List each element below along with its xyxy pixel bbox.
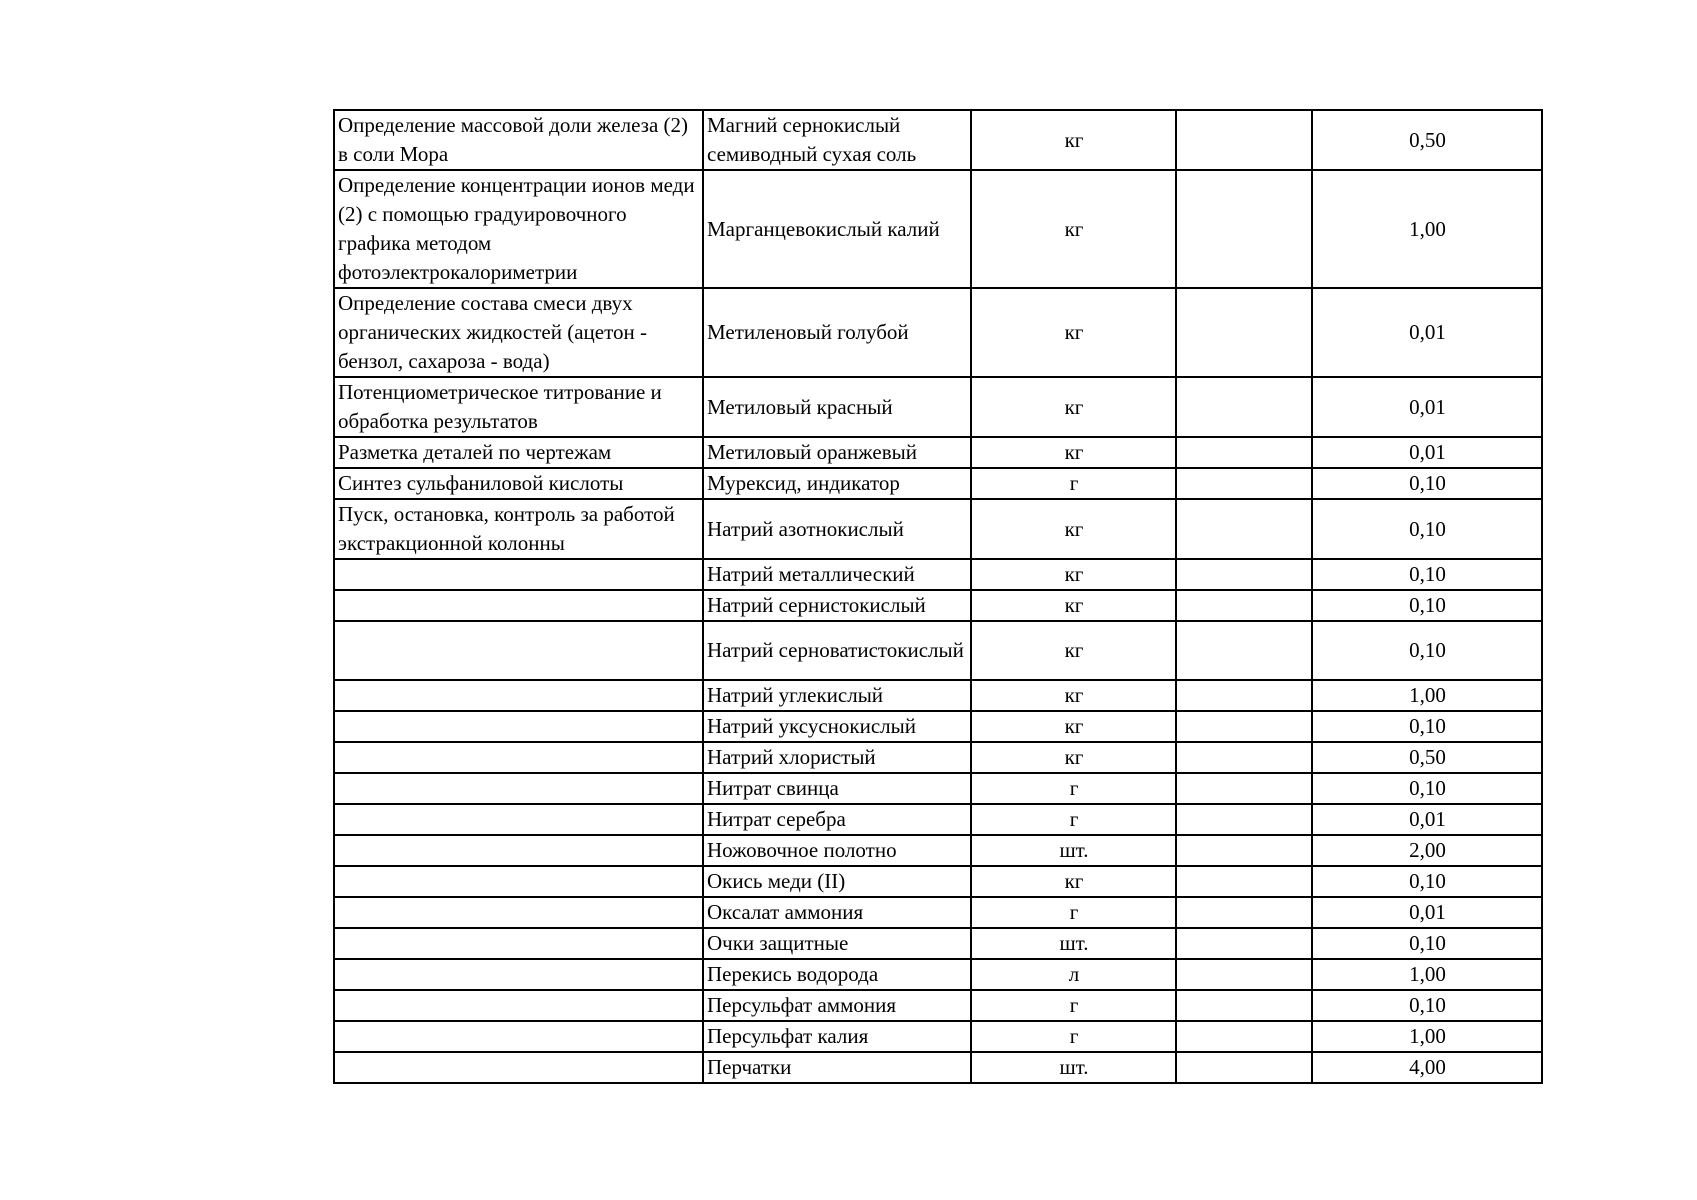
work-cell xyxy=(334,590,703,621)
table-row xyxy=(334,959,1542,990)
table-row xyxy=(334,437,1542,468)
table-row xyxy=(334,680,1542,711)
table-row xyxy=(334,468,1542,499)
empty-cell xyxy=(1176,377,1312,437)
unit-cell: кг xyxy=(971,437,1176,468)
empty-cell xyxy=(1176,959,1312,990)
quantity-cell: 0,10 xyxy=(1312,621,1542,680)
work-cell xyxy=(334,742,703,773)
quantity-cell: 1,00 xyxy=(1312,170,1542,288)
work-cell: Определение массовой доли железа (2) в соли Мора xyxy=(334,110,703,170)
quantity-cell: 1,00 xyxy=(1312,1021,1542,1052)
unit-cell: г xyxy=(971,773,1176,804)
unit-cell: кг xyxy=(971,742,1176,773)
material-cell: Натрий сернистокислый xyxy=(703,590,971,621)
unit-cell: шт. xyxy=(971,928,1176,959)
work-cell: Пуск, остановка, контроль за работой экстракционной колонны xyxy=(334,499,703,559)
empty-cell xyxy=(1176,559,1312,590)
empty-cell xyxy=(1176,437,1312,468)
materials-table-body xyxy=(334,110,1542,1083)
material-cell: Перчатки xyxy=(703,1052,971,1083)
quantity-cell: 0,10 xyxy=(1312,866,1542,897)
empty-cell xyxy=(1176,170,1312,288)
work-cell xyxy=(334,711,703,742)
table-row xyxy=(334,110,1542,170)
quantity-cell: 0,10 xyxy=(1312,773,1542,804)
unit-cell: г xyxy=(971,1021,1176,1052)
material-cell: Персульфат калия xyxy=(703,1021,971,1052)
work-cell: Потенциометрическое титрование и обработка результатов xyxy=(334,377,703,437)
material-cell: Нитрат свинца xyxy=(703,773,971,804)
unit-cell: г xyxy=(971,468,1176,499)
material-cell: Оксалат аммония xyxy=(703,897,971,928)
material-cell: Метиленовый голубой xyxy=(703,288,971,377)
empty-cell xyxy=(1176,804,1312,835)
quantity-cell: 0,01 xyxy=(1312,804,1542,835)
work-cell xyxy=(334,959,703,990)
work-cell: Синтез сульфаниловой кислоты xyxy=(334,468,703,499)
table-row xyxy=(334,928,1542,959)
empty-cell xyxy=(1176,897,1312,928)
work-cell xyxy=(334,990,703,1021)
work-cell xyxy=(334,897,703,928)
table-row xyxy=(334,288,1542,377)
quantity-cell: 1,00 xyxy=(1312,680,1542,711)
work-cell xyxy=(334,1021,703,1052)
unit-cell: кг xyxy=(971,590,1176,621)
material-cell: Натрий металлический xyxy=(703,559,971,590)
material-cell: Натрий серноватистокислый xyxy=(703,621,971,680)
table-row xyxy=(334,773,1542,804)
table-row xyxy=(334,711,1542,742)
quantity-cell: 0,50 xyxy=(1312,742,1542,773)
table-row xyxy=(334,897,1542,928)
quantity-cell: 0,10 xyxy=(1312,928,1542,959)
unit-cell: шт. xyxy=(971,835,1176,866)
quantity-cell: 4,00 xyxy=(1312,1052,1542,1083)
table-row xyxy=(334,559,1542,590)
table-row xyxy=(334,170,1542,288)
unit-cell: кг xyxy=(971,711,1176,742)
unit-cell: л xyxy=(971,959,1176,990)
empty-cell xyxy=(1176,1021,1312,1052)
unit-cell: кг xyxy=(971,170,1176,288)
quantity-cell: 2,00 xyxy=(1312,835,1542,866)
quantity-cell: 0,01 xyxy=(1312,897,1542,928)
material-cell: Марганцевокислый калий xyxy=(703,170,971,288)
empty-cell xyxy=(1176,1052,1312,1083)
table-row xyxy=(334,1021,1542,1052)
unit-cell: шт. xyxy=(971,1052,1176,1083)
work-cell xyxy=(334,804,703,835)
unit-cell: кг xyxy=(971,680,1176,711)
work-cell xyxy=(334,621,703,680)
empty-cell xyxy=(1176,499,1312,559)
table-row xyxy=(334,1052,1542,1083)
table-row xyxy=(334,590,1542,621)
quantity-cell: 0,10 xyxy=(1312,590,1542,621)
unit-cell: кг xyxy=(971,377,1176,437)
empty-cell xyxy=(1176,773,1312,804)
material-cell: Метиловый красный xyxy=(703,377,971,437)
table-row xyxy=(334,866,1542,897)
material-cell: Магний сернокислый семиводный сухая соль xyxy=(703,110,971,170)
empty-cell xyxy=(1176,621,1312,680)
material-cell: Окись меди (II) xyxy=(703,866,971,897)
empty-cell xyxy=(1176,110,1312,170)
work-cell xyxy=(334,866,703,897)
unit-cell: кг xyxy=(971,559,1176,590)
quantity-cell: 0,01 xyxy=(1312,377,1542,437)
material-cell: Натрий азотнокислый xyxy=(703,499,971,559)
empty-cell xyxy=(1176,990,1312,1021)
unit-cell: г xyxy=(971,804,1176,835)
materials-table xyxy=(333,109,1543,1084)
work-cell xyxy=(334,928,703,959)
quantity-cell: 0,01 xyxy=(1312,437,1542,468)
material-cell: Мурексид, индикатор xyxy=(703,468,971,499)
material-cell: Нитрат серебра xyxy=(703,804,971,835)
work-cell: Определение состава смеси двух органических жидкостей (ацетон - бензол, сахароза - вода) xyxy=(334,288,703,377)
empty-cell xyxy=(1176,288,1312,377)
material-cell: Ножовочное полотно xyxy=(703,835,971,866)
work-cell xyxy=(334,680,703,711)
unit-cell: г xyxy=(971,897,1176,928)
table-row xyxy=(334,835,1542,866)
unit-cell: кг xyxy=(971,499,1176,559)
table-row xyxy=(334,804,1542,835)
material-cell: Натрий углекислый xyxy=(703,680,971,711)
empty-cell xyxy=(1176,468,1312,499)
table-row xyxy=(334,742,1542,773)
table-row xyxy=(334,621,1542,680)
empty-cell xyxy=(1176,835,1312,866)
unit-cell: г xyxy=(971,990,1176,1021)
quantity-cell: 1,00 xyxy=(1312,959,1542,990)
quantity-cell: 0,10 xyxy=(1312,711,1542,742)
material-cell: Метиловый оранжевый xyxy=(703,437,971,468)
quantity-cell: 0,10 xyxy=(1312,468,1542,499)
work-cell xyxy=(334,773,703,804)
table-row xyxy=(334,377,1542,437)
work-cell xyxy=(334,1052,703,1083)
quantity-cell: 0,10 xyxy=(1312,559,1542,590)
material-cell: Очки защитные xyxy=(703,928,971,959)
work-cell xyxy=(334,835,703,866)
empty-cell xyxy=(1176,742,1312,773)
document-page xyxy=(333,109,1543,1084)
material-cell: Натрий хлористый xyxy=(703,742,971,773)
work-cell xyxy=(334,559,703,590)
quantity-cell: 0,50 xyxy=(1312,110,1542,170)
empty-cell xyxy=(1176,711,1312,742)
unit-cell: кг xyxy=(971,110,1176,170)
empty-cell xyxy=(1176,866,1312,897)
quantity-cell: 0,10 xyxy=(1312,990,1542,1021)
empty-cell xyxy=(1176,928,1312,959)
material-cell: Натрий уксуснокислый xyxy=(703,711,971,742)
material-cell: Перекись водорода xyxy=(703,959,971,990)
unit-cell: кг xyxy=(971,866,1176,897)
table-row xyxy=(334,990,1542,1021)
quantity-cell: 0,10 xyxy=(1312,499,1542,559)
table-row xyxy=(334,499,1542,559)
material-cell: Персульфат аммония xyxy=(703,990,971,1021)
empty-cell xyxy=(1176,590,1312,621)
unit-cell: кг xyxy=(971,621,1176,680)
quantity-cell: 0,01 xyxy=(1312,288,1542,377)
empty-cell xyxy=(1176,680,1312,711)
work-cell: Определение концентрации ионов меди (2) с помощью градуировочного графика методом фотоэлектрокалориметрии xyxy=(334,170,703,288)
unit-cell: кг xyxy=(971,288,1176,377)
work-cell: Разметка деталей по чертежам xyxy=(334,437,703,468)
